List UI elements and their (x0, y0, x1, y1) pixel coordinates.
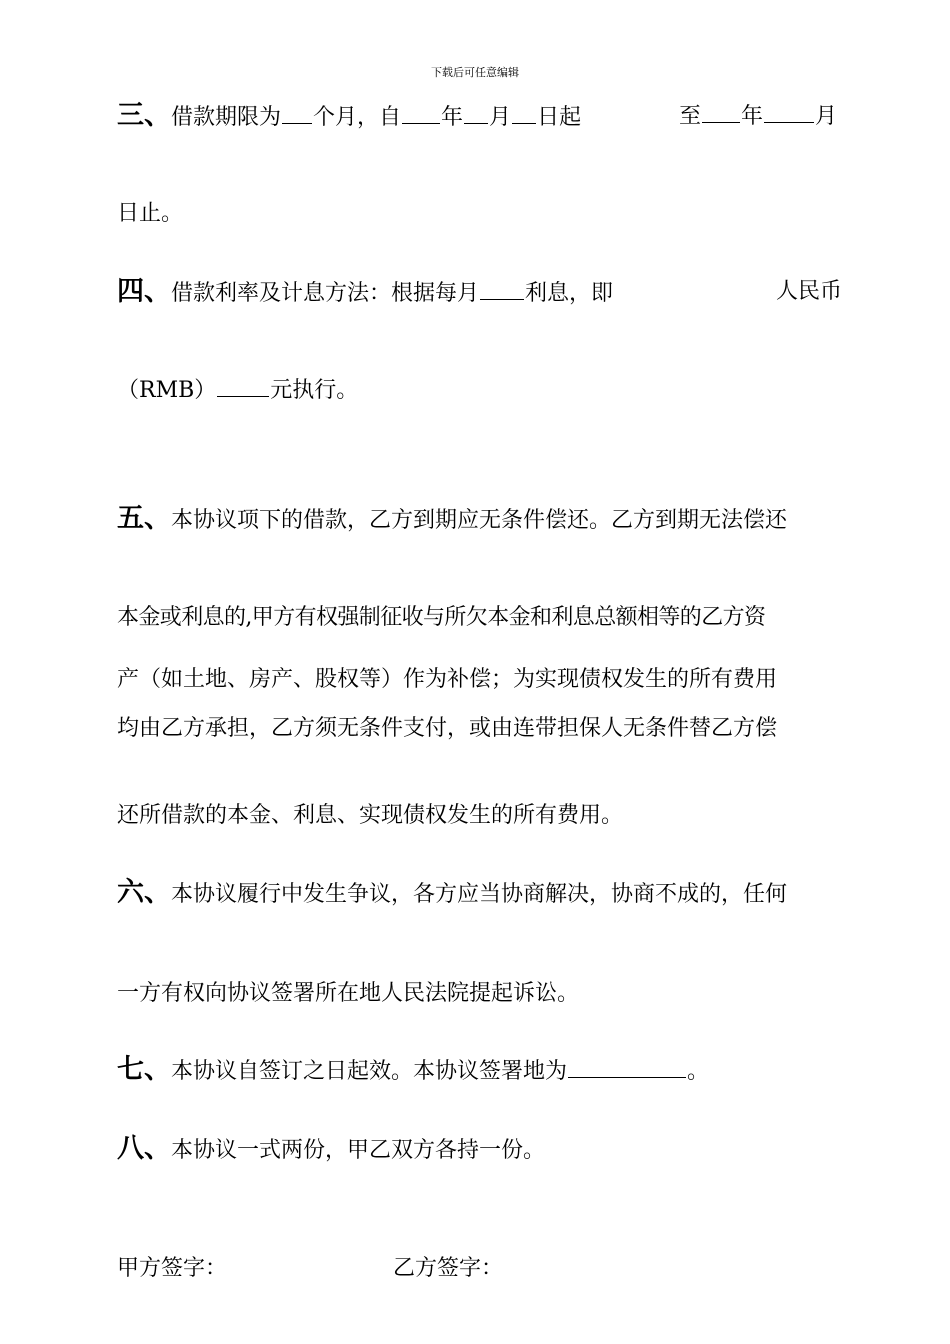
party-a-signature-label: 甲方签字： (117, 1256, 228, 1281)
clause-4-rmb-label: （RMB） (117, 378, 217, 403)
clause-4-line-1 (117, 278, 613, 308)
clause-8-line (117, 1135, 545, 1165)
monthly-interest-blank[interactable] (480, 279, 524, 300)
clause-4-text-1: 借款利率及计息方法：根据每月 (171, 281, 480, 306)
clause-3-text-4: 月 (489, 105, 512, 130)
months-blank[interactable] (282, 103, 312, 124)
clause-7-text-2: 。 (687, 1059, 710, 1084)
clause-5-text-1: 本协议项下的借款，乙方到期应无条件偿还。乙方到期无法偿还 (171, 508, 788, 533)
end-year-blank[interactable] (702, 102, 740, 123)
clause-6-line-2: 一方有权向协议签署所在地人民法院提起诉讼。 (117, 981, 580, 1006)
clause-5-line-2: 本金或利息的,甲方有权强制征收与所欠本金和利息总额相等的乙方资 (117, 605, 766, 630)
rmb-amount-blank[interactable] (217, 376, 269, 397)
clause-5-line-3: 产（如土地、房产、股权等）作为补偿；为实现债权发生的所有费用 (117, 667, 778, 692)
clause-8-text: 本协议一式两份，甲乙双方各持一份。 (171, 1138, 546, 1163)
clause-4-line-2 (117, 376, 358, 405)
signing-place-blank[interactable] (568, 1057, 686, 1078)
clause-3-number: 三、 (117, 100, 171, 131)
clause-6-number: 六、 (117, 877, 171, 908)
clause-7-number: 七、 (117, 1054, 171, 1085)
clause-4-number: 四、 (117, 276, 171, 307)
clause-3-line-2: 日止。 (117, 201, 184, 226)
start-day-blank[interactable] (512, 103, 536, 124)
clause-3-text-8: 月 (815, 104, 838, 129)
start-month-blank[interactable] (464, 103, 488, 124)
clause-5-line-4: 均由乙方承担，乙方须无条件支付，或由连带担保人无条件替乙方偿 (117, 716, 778, 741)
clause-3-end-date (679, 102, 837, 131)
clause-4-text-2: 利息，即 (525, 281, 614, 306)
party-b-signature-label: 乙方签字： (393, 1256, 504, 1281)
clause-3-text-7: 年 (741, 104, 764, 129)
clause-7-text-1: 本协议自签订之日起效。本协议签署地为 (171, 1059, 568, 1084)
clause-3-text-3: 年 (441, 105, 464, 130)
start-year-blank[interactable] (402, 103, 440, 124)
clause-3-text-1: 借款期限为 (171, 105, 282, 130)
clause-5-number: 五、 (117, 503, 171, 534)
clause-3-text-2: 个月，自 (313, 105, 402, 130)
clause-5-line-5: 还所借款的本金、利息、实现债权发生的所有费用。 (117, 803, 624, 828)
clause-4-currency: 人民币 (776, 279, 843, 304)
clause-5-line-1 (117, 505, 787, 535)
clause-6-text-1: 本协议履行中发生争议，各方应当协商解决，协商不成的，任何 (171, 882, 788, 907)
clause-3-line-1 (117, 102, 581, 132)
clause-3-text-6: 至 (679, 104, 702, 129)
clause-4-text-end: 元执行。 (270, 378, 359, 403)
clause-7-line (117, 1056, 709, 1086)
page-header: 下载后可任意编辑 (431, 66, 519, 79)
clause-6-line-1 (117, 879, 787, 909)
end-month-blank[interactable] (764, 102, 814, 123)
clause-8-number: 八、 (117, 1133, 171, 1164)
clause-3-text-5: 日起 (537, 105, 582, 130)
